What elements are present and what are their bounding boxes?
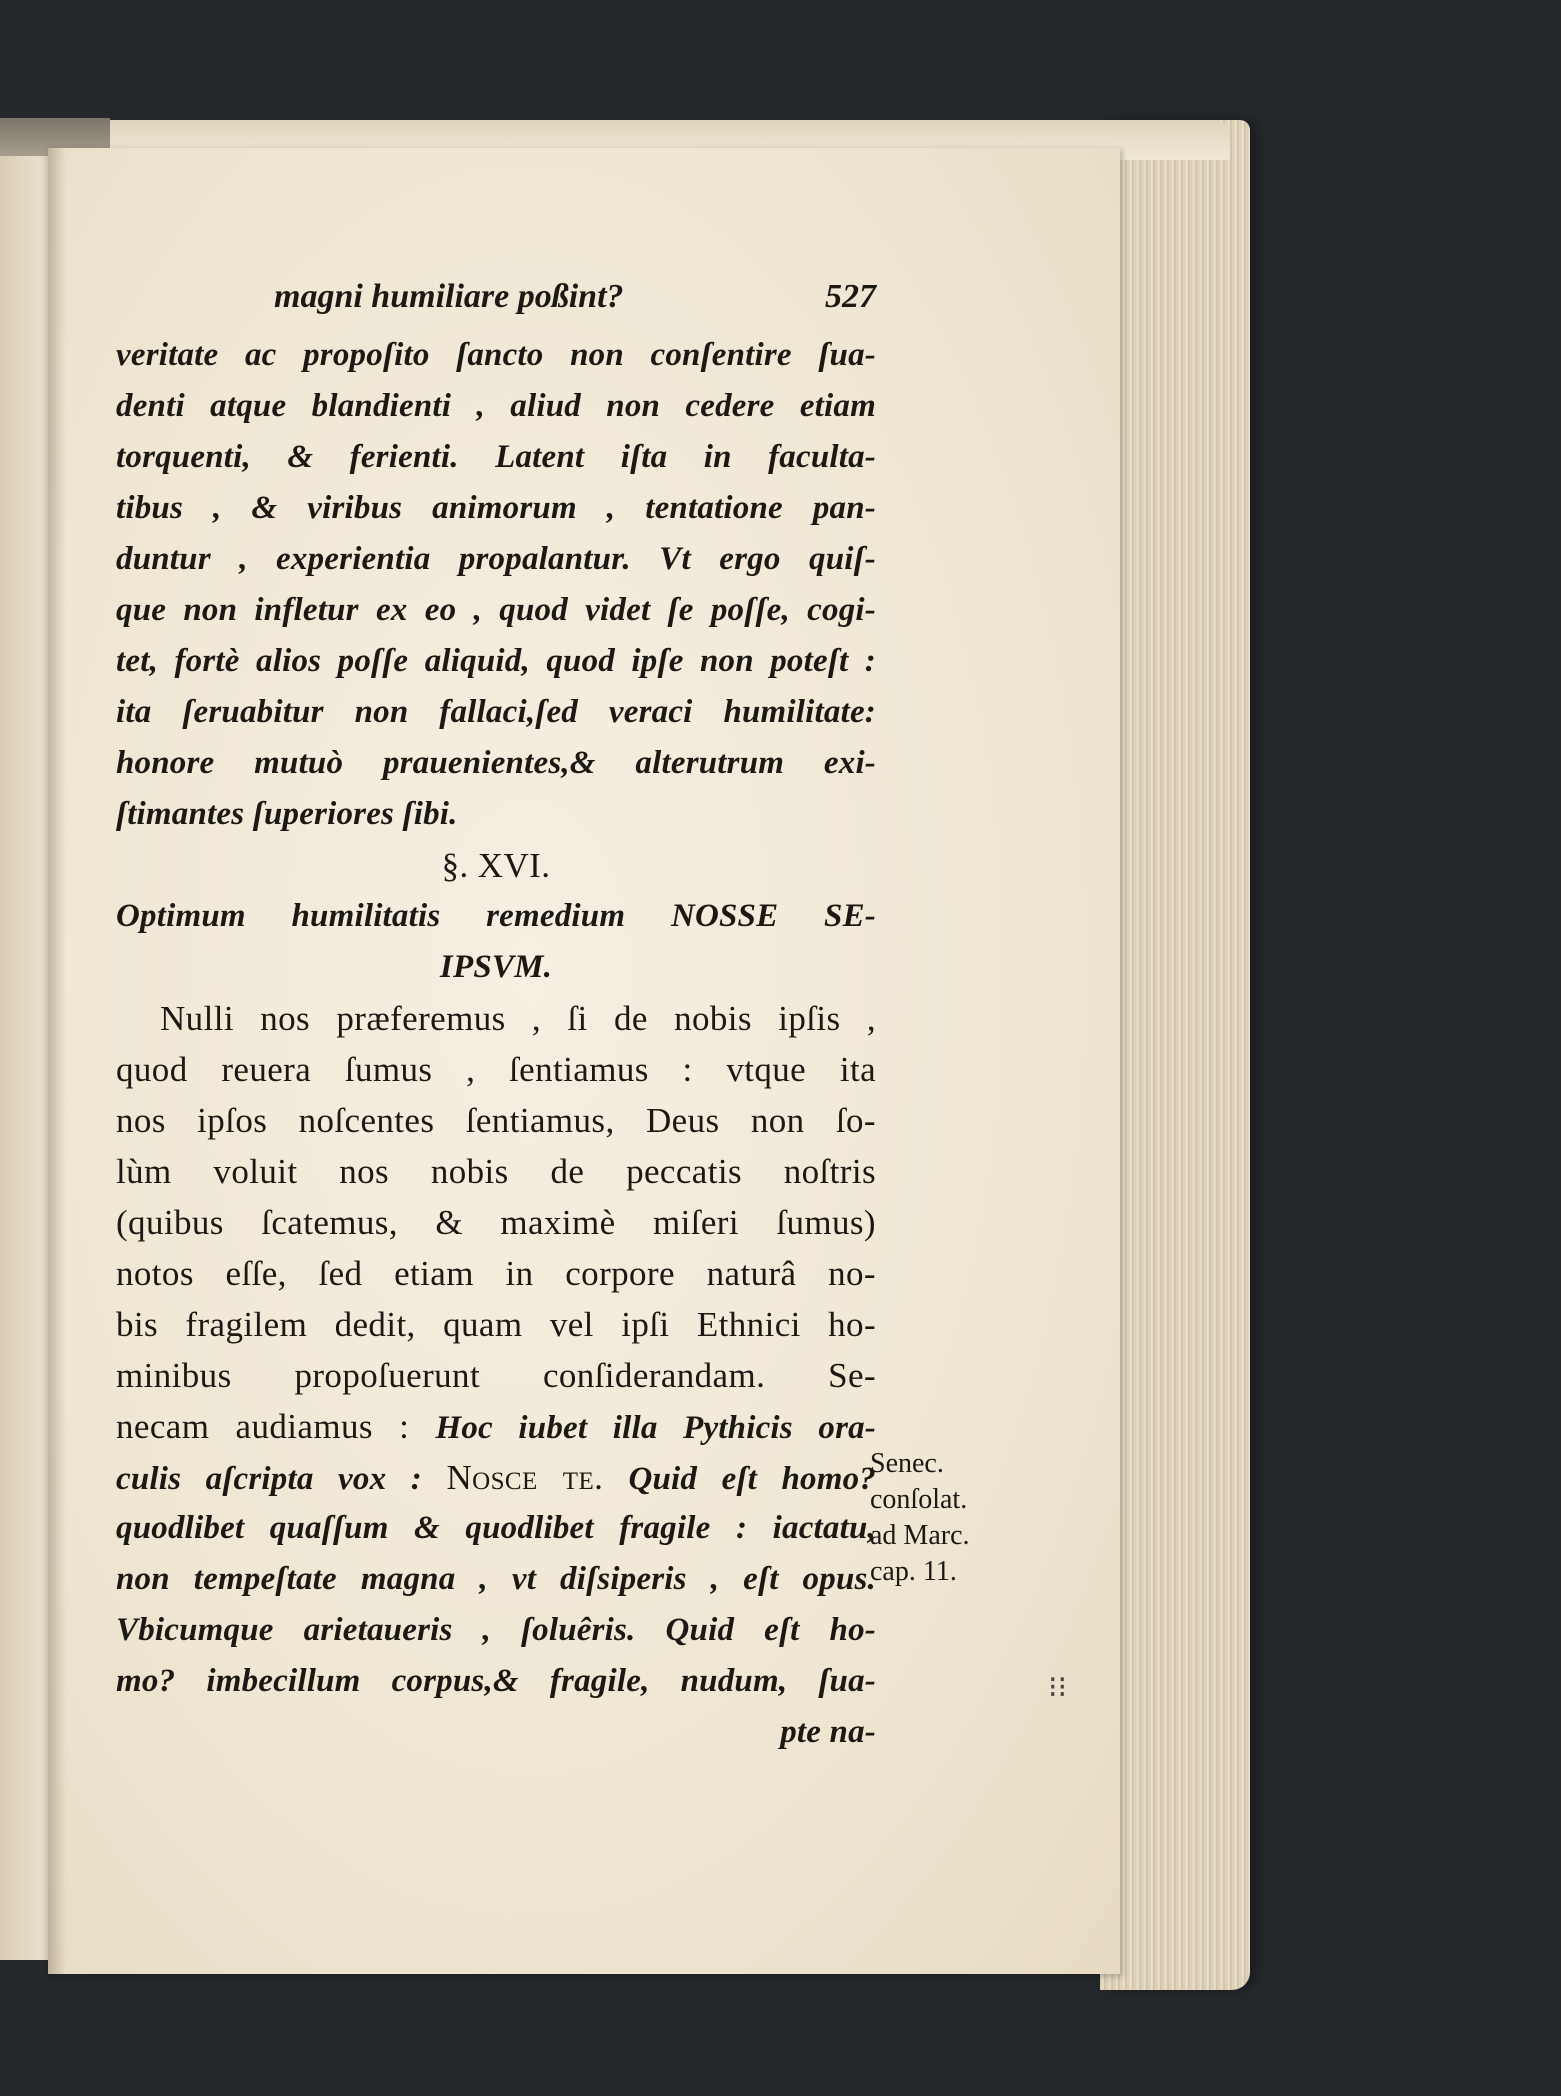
section-number: §. XVI. — [441, 846, 551, 885]
running-head — [116, 278, 876, 330]
heading-line: IPSVM. — [439, 949, 553, 985]
body-line: tibus , & viribus animorum , tentatione pan- — [116, 490, 876, 526]
body-line: tet, fortè alios poſſe aliquid, quod ipſe non poteſt : — [116, 643, 876, 679]
catchword: pte na- — [780, 1714, 876, 1750]
quote-line: Vbicumque arietaueris , ſoluêris. Quid eſt ho- — [116, 1612, 876, 1648]
quote-line: quodlibet quaſſum & quodlibet fragile : iactatu, — [116, 1510, 876, 1546]
body-line: torquenti, & ferienti. Latent iſta in faculta- — [116, 439, 876, 475]
marginal-line: Senec. — [870, 1448, 944, 1479]
heading-line: Optimum humilitatis remedium NOSSE SE- — [116, 898, 876, 934]
body-line: duntur , experientia propalantur. Vt ergo quiſ- — [116, 541, 876, 577]
mixed-italic: Hoc iubet illa Pythicis ora- — [435, 1410, 876, 1446]
para-line: (quibus ſcatemus, & maximè miſeri ſumus) — [116, 1203, 876, 1242]
page-number: 527 — [825, 278, 876, 315]
italic-body — [116, 330, 876, 840]
para-line: lùm voluit nos nobis de peccatis noſtris — [116, 1152, 876, 1191]
margin-mark: ⁝⁝ — [1048, 1671, 1068, 1704]
para-line: bis fragilem dedit, quam vel ipſi Ethnici ho- — [116, 1305, 876, 1344]
body-line: honore mutuò prauenientes,& alterutrum exi- — [116, 745, 876, 781]
mixed-italic: culis aſcripta vox : — [116, 1461, 447, 1497]
mixed-line — [116, 1452, 876, 1503]
running-head-title: magni humiliare poßint? — [274, 278, 624, 315]
marginal-line: ad Marc. — [870, 1520, 970, 1551]
body-line: veritate ac propoſito ſancto non conſentire ſua- — [116, 337, 876, 373]
quote-line: non tempeſtate magna , vt diſsiperis , eſt opus. — [116, 1561, 876, 1597]
quote-line: mo? imbecillum corpus,& fragile, nudum, ſua- — [116, 1663, 876, 1699]
mixed-line — [116, 1401, 876, 1452]
body-line: denti atque blandienti , aliud non cedere etiam — [116, 388, 876, 424]
marginal-line: cap. 11. — [870, 1556, 957, 1587]
para-line: nos ipſos noſcentes ſentiamus, Deus non ſo- — [116, 1101, 876, 1140]
body-line: ita ſeruabitur non fallaci,ſed veraci humilitate: — [116, 694, 876, 730]
mixed-italic: Quid eſt homo? — [628, 1461, 876, 1497]
para-line: quod reuera ſumus , ſentiamus : vtque ita — [116, 1050, 876, 1089]
para-line: minibus propoſuerunt conſiderandam. Se- — [116, 1356, 876, 1395]
mixed-roman-smallcaps: Nosce te. — [446, 1458, 629, 1497]
roman-paragraph — [116, 993, 876, 1707]
marginal-note — [870, 1446, 1010, 1590]
page-edges-stack — [1100, 120, 1250, 1990]
body-line: ſtimantes ſuperiores ſibi. — [116, 796, 458, 832]
para-line: notos eſſe, ſed etiam in corpore naturâ no- — [116, 1254, 876, 1293]
para-line: Nulli nos præferemus , ſi de nobis ipſis , — [160, 999, 876, 1038]
mixed-roman: necam audiamus : — [116, 1407, 436, 1446]
page-text-block — [116, 278, 876, 1758]
gutter-shadow — [48, 148, 66, 1974]
marginal-line: conſolat. — [870, 1484, 968, 1515]
body-line: que non infletur ex eo , quod videt ſe poſſe, cogi- — [116, 592, 876, 628]
section-heading — [116, 891, 876, 993]
